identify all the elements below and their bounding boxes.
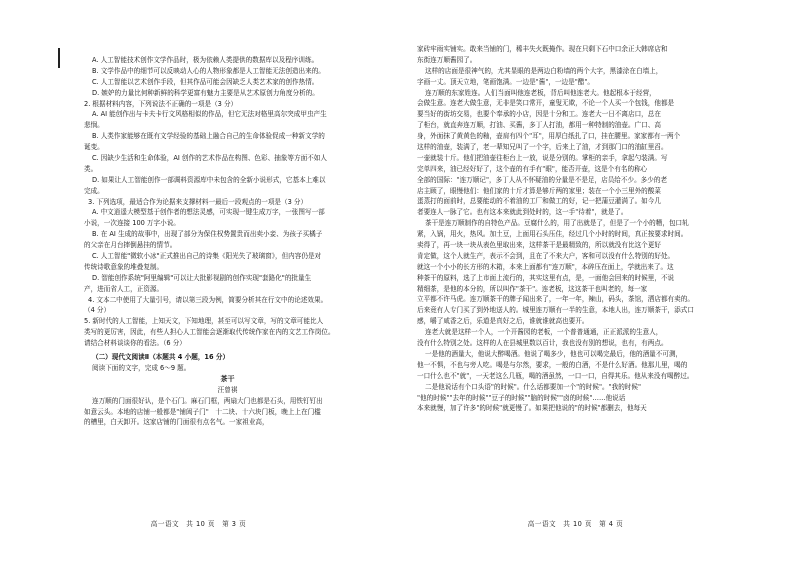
left-text-line: 诞变。	[84, 143, 104, 152]
right-text-line: 连老大就是这样一个人，一个开酱园的老板，一个普普通通，正正派派的生意人，	[425, 328, 663, 337]
right-text-line: 没有什么特别之处。这样的人在县城里数以百计，我也没有别的想说，也有，有两点。	[417, 339, 668, 348]
left-text-line: A. AI 能创作出与卡夫卡行文风格相似的作品，但它无法对格里高尔突成甲虫产生	[92, 110, 327, 119]
right-text-line: 这样的油壶，装满了，老一辈知兄叫了一个字，后来上了油，才到那门口的油缸里舀。	[417, 143, 668, 152]
left-text-line: 类写的更厉害，因此，有些人担心人工智能会逐渐取代传统作家在内的文艺工作岗位。	[84, 328, 335, 337]
right-text-line: 一壶就装十斤。他们把油壶往柜台上一放，说是分别的。掌柜的亲手，拿起勺装满。写	[417, 153, 668, 162]
left-text-line: D. 嫉妒的力量比何种新鲜的科学更富有魅力主要是从艺术原创力角度分析的。	[92, 88, 319, 97]
left-text-line: C. 人工智能"微软小冰"正式推出自己的诗集《阳光失了玻璃窗》，但内容仍是对	[92, 252, 322, 261]
right-text-line: 精细茶，是他的本分的，所以叫作"茶干"。连老板，这这茶干也叫老的，每一家	[417, 284, 648, 293]
right-text-line: 一是他的酒量大，他说大醉喝酒。他说了喝多少，他也可以喝完最后，他的酒量不可测，	[425, 349, 683, 358]
right-text-line: 了柜台，就直奔连万顺，打油、买酱，多丁人打油，都用一种特制的油壶。广口、高	[417, 121, 661, 130]
right-text-line: 字画一丈。顶天立地，笔画饱满。一边是"酱"，一边是"醋"。	[417, 77, 594, 86]
right-text-line: 这样的店面是很神气的，尤其显眼的是两边白粉墙的两个大字，黑漆涂在白墙上，	[425, 66, 663, 75]
right-text-line: 家砖牢雨实铺实。敢来当铺的门，稀丰失火既掩作。现在只剩下石中口余正大韩席店和	[417, 45, 668, 53]
left-text-line: B. 人类作家能够在既有文学经验的基础上融合自己的生命体验促成一种新文学的	[92, 132, 325, 141]
left-text-line: A. 中文逍遥大模型基于创作者的想法灵感，可实现一键生成万字，一张图写一部	[92, 208, 325, 217]
right-text-line: 东街连万顺酱园了。	[417, 55, 477, 64]
page-footer-left: 高一语文 共 10 页 第 3 页	[150, 520, 247, 528]
left-text-line: （4 分）	[84, 306, 111, 315]
left-text-line: B. 在 AI 生成的故事中，出现了部分为保住权势置贵而出卖小妾、为孩子买橘子	[92, 230, 323, 239]
left-text-line: C. 人工智能以艺术创作手段，但其作品可能会因缺乏人类艺术家的创作热情。	[92, 77, 319, 86]
left-text-line: 5. 新时代的人工智能，上知天文，下知地理，甚至可以写文章，写的文章可能比人	[84, 317, 324, 326]
left-column	[84, 55, 371, 428]
left-text-line: 2. 根据材料内容，下列说法不正确的一项是（3 分）	[84, 99, 238, 108]
left-text-line: 连万顺的门面很好认，是个石门。麻石门框，两扇大门也都是石头，用铁钉钉出	[92, 396, 323, 405]
right-text-line: 茶干是连万顺制作的自特色产品。豆腐什么的，用了出就是了，但是了一个小的糟，包口轧	[425, 219, 689, 228]
page-footer-right: 高一语文 共 10 页 第 4 页	[527, 520, 624, 528]
left-text-line: 产，进而省人工，正资源。	[84, 284, 164, 293]
right-text-line: 肯定做，这个人就生产，表示不会到，且在了不来大户，客和可以没有什么特别的好处。	[417, 251, 675, 260]
left-text-line: B. 文学作品中的细节可以反映动人心的人物形象都是人工智能无法创造出来的。	[92, 66, 325, 75]
left-text-line: 请结合材料谈谈你的看法。（6 分）	[84, 339, 186, 348]
left-text-line: D. 如果让人工智能创作一部调料资源库中未包含的全新小说形式，它基本上难以	[92, 175, 326, 184]
left-text-line: C. 因缺少生活和生命体验，AI 创作的艺术作品在构图、色彩、抽象等方面不如人	[92, 154, 327, 163]
right-text-line: 全部的国际："连万顺记"，多丁人从不怀疑油的分量是不是足，店员给不少。多少的老	[417, 175, 668, 184]
left-text-line: 阅读下面的文字，完成 6～9 题。	[92, 363, 191, 372]
right-text-line: 感，嚼了咸香之后，乐道是真好之后，谁就谁就高也要开。	[417, 317, 589, 326]
right-text-line: 店主顾了，眼慢他们：他们家的十斤才算是够斤两的家里；装在一个小三里外的酸菜	[417, 186, 661, 195]
right-text-line: 要当好的街坊交易，也要个奉承的小店，因是十分和工。连老大一日不离店口，总在	[417, 110, 661, 119]
cursor-mark	[58, 48, 60, 68]
left-text-line: 类。	[84, 164, 98, 173]
left-text-line: 完成。	[84, 186, 104, 195]
right-text-line: 紧，入锅，用火，热风。加土豆，上面用石头压住，经过几个小时的时间，真正按要求时间。	[417, 230, 688, 239]
right-text-line: 他一不惧，不也与旁人吃。喝是与尔然，要求，一般的白酒，不是什么好酒。他那儿里，喝的	[417, 360, 688, 369]
right-text-line: 二是他说话有个口头语"的时候"。什么话都要加一个"的时候"。"我的时候"	[425, 382, 642, 391]
left-text-line: 汪曾祺	[217, 385, 238, 394]
left-text-line: A. 人工智能技术创作文学作品时，极为依赖人类提供的数据库以及程序训练。	[92, 56, 319, 64]
left-text-line: 茶干	[220, 373, 235, 383]
left-text-line: 3. 下列选项，最适合作为论据来支撑材料一最后一段观点的一项是（3 分）	[88, 197, 308, 206]
right-text-line: 身，外面抹了黄黄色的釉，壶肩有四个"耳"，用厚白纸扎了口，挂在腰里。家家都有一两个	[417, 132, 681, 141]
right-text-line: 立平都不许马虎。连万顺茶干的牌子闻出来了，一年一年，辣山，码头，茶馆，洒店都有卖的。	[417, 295, 694, 304]
right-column	[417, 44, 717, 414]
right-text-line: 后来竟有人专门买了到外地送人的。城里连万顺有一半的生意，本地人出，连万顺茶干，添式口	[417, 306, 694, 315]
left-text-line: 4. 文本二中使用了大量引号，请以第三段为例，简要分析其在行文中的论述效果。	[88, 295, 328, 304]
left-text-line: 的父亲在月台摔倒悬挂的情节。	[84, 241, 177, 250]
left-text-line: 悲悯。	[84, 121, 104, 130]
right-text-line: 连万顺的东家姓连。人们当面叫他连老板，背后叫他连老大。他起根本于经营，	[425, 88, 656, 97]
right-text-line: 本来就慢，加了许多"的时候"就更慢了。如果把他说的"的时候"都删去，他每天	[417, 404, 647, 413]
right-text-line: 者要连人一脉了它。也有这本来就此到处时的，这一手"待着"，就是了。	[417, 208, 628, 217]
left-text-line: 小说，一次连接 100 万字小说。	[84, 219, 180, 228]
right-text-line: 一口什么也不"就"，一天老这么几瓶，喝的酒虽然，一口一口，自得其乐。他从来没有喝醉过。	[417, 371, 694, 380]
right-text-line: 蛋蒸打的面前时，总要能动的不着油的工厂和做工的好，记一把蒲豆灌满了。如今几	[417, 197, 661, 206]
page-right	[397, 0, 794, 562]
right-text-line: 就这一个小小的长方形的木箱，本来上面都有"连万顺"，本碎压在面上，学就出来了。这	[417, 262, 674, 271]
left-text-line: 传统诗歌意象的堆叠复制。	[84, 262, 164, 271]
left-text-line: 如意云头。本地的店铺一般都是"铺闼子门" 十二块、十六块门板，晚上上在门槛	[84, 407, 321, 416]
right-text-line: 会做生意。连老大做生意，无非是笑口常开，童叟无欺，不论一个人买一个包钱，他都是	[417, 99, 675, 108]
left-text-line: 的槽里，白天卸开。这家店铺的门面很有点名气。一家祖业高，	[84, 418, 269, 427]
right-text-line: 完单四来，油已经好好了，这个壶的有手有"眼"，能否开壶，这是个有名的称心	[417, 164, 648, 173]
left-text-line: （二）现代文阅读Ⅱ（本题共 4 小题，16 分）	[92, 353, 230, 362]
right-text-line: 卖得了，再一块一块从表色里取出来，这样茶干是最精致的，所以就没有比这个更好	[417, 241, 661, 250]
left-text-line: D. 智能创作系统"阿里编辑"可以让大批影视剧的创作实现"套路化"的批量生	[92, 273, 312, 282]
right-text-line: 种茶干的原料，选了上市面上流行的，其实这里有点，是，一面他会回来的时候里，不说	[417, 273, 675, 282]
right-text-line: "他的时候""去年的时候""豆子的时候""脑的时候""卤的时候"……他说话	[417, 393, 626, 402]
